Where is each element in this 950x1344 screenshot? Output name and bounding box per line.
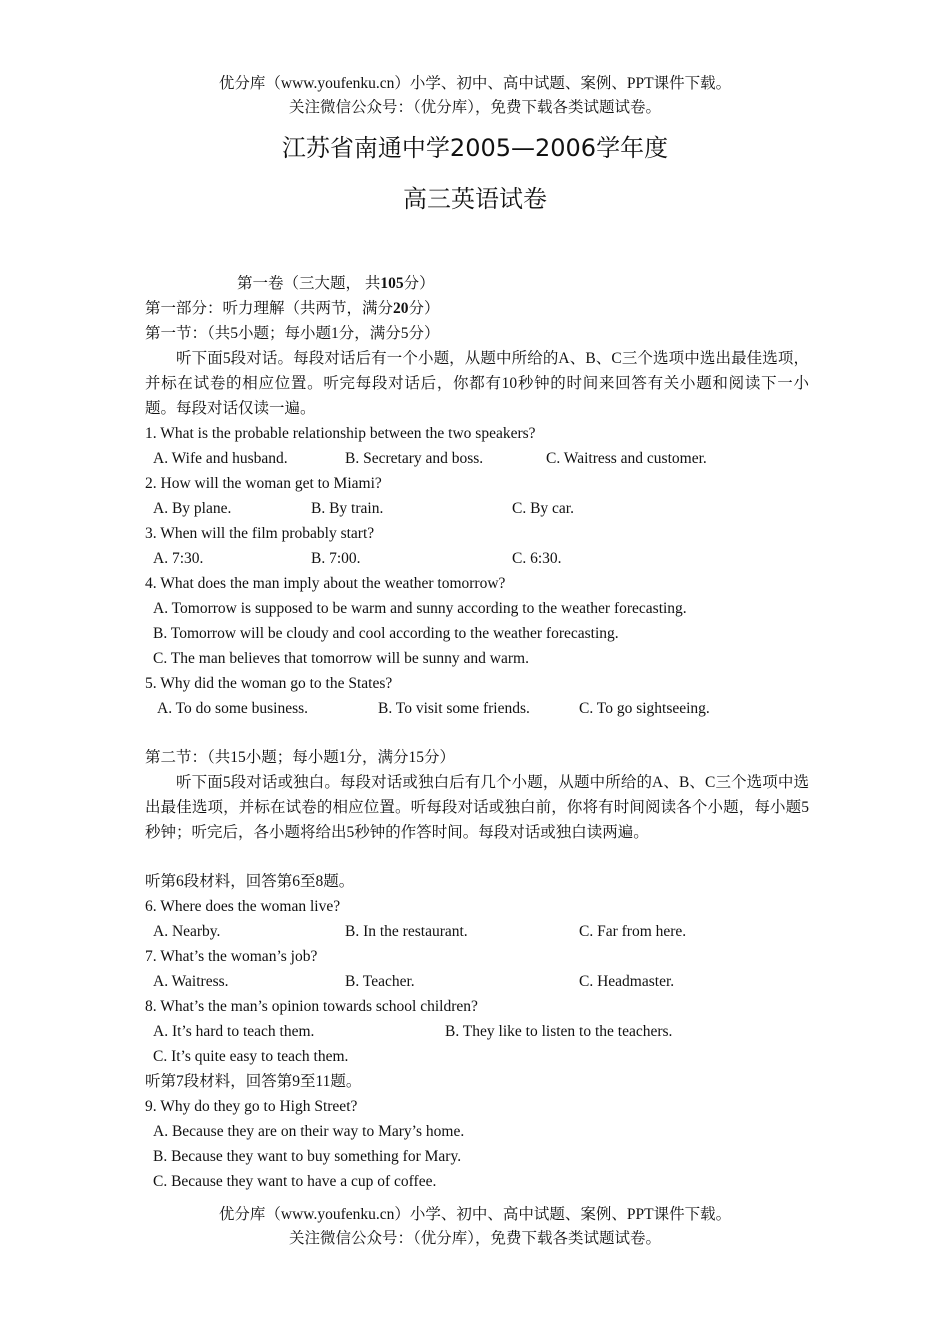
q1-option-b: B. Secretary and boss. [345,450,484,467]
material-7-note: 听第7段材料，回答第9至11题。 [145,1073,362,1090]
title-line-2: 高三英语试卷 [403,185,547,213]
q1-option-a: A. Wife and husband. [153,450,288,467]
section1-heading: 第一节：（共5小题；每小题1分，满分5分） [145,325,440,342]
q5-stem: 5. Why did the woman go to the States? [145,675,393,692]
q6-option-c: C. Far from here. [579,923,687,940]
q3-option-a: A. 7:30. [153,550,204,567]
volume-heading: 第一卷（三大题， 共105分） [237,275,435,292]
q1-option-c: C. Waitress and customer. [546,450,707,467]
q6-stem: 6. Where does the woman live? [145,898,341,915]
q4-option-a: A. Tomorrow is supposed to be warm and sunny according to the weather forecasting. [153,600,687,617]
q7-stem: 7. What’s the woman’s job? [145,948,318,965]
material-6-note: 听第6段材料，回答第6至8题。 [145,873,355,890]
header-line-2: 关注微信公众号：（优分库），免费下载各类试题试卷。 [288,99,661,116]
q8-option-a: A. It’s hard to teach them. [153,1023,315,1040]
q5-option-b: B. To visit some friends. [378,700,530,717]
q4-option-b: B. Tomorrow will be cloudy and cool according to the weather forecasting. [153,625,619,642]
q2-option-c: C. By car. [512,500,574,517]
section2-heading: 第二节：（共15小题；每小题1分，满分15分） [145,749,456,766]
q9-stem: 9. Why do they go to High Street? [145,1098,358,1115]
footer-line-1: 优分库（www.youfenku.cn）小学、初中、高中试题、案例、PPT课件下载。 [218,1206,732,1223]
q4-stem: 4. What does the man imply about the weather tomorrow? [145,575,506,592]
q8-stem: 8. What’s the man’s opinion towards school children? [145,998,478,1015]
q5-option-c: C. To go sightseeing. [579,700,710,717]
q9-option-b: B. Because they want to buy something for Mary. [153,1148,462,1165]
q5-option-a: A. To do some business. [157,700,309,717]
q7-option-a: A. Waitress. [153,973,229,990]
q8-option-c: C. It’s quite easy to teach them. [153,1048,349,1065]
q9-option-a: A. Because they are on their way to Mary’s home. [153,1123,465,1140]
section1-instructions: 听下面5段对话。每段对话后有一个小题，从题中所给的A、B、C三个选项中选出最佳选项，并标在试卷的相应位置。听完每段对话后，你都有10秒钟的时间来回答有关小题和阅读下一小题。每段对话仅读一遍。 [145,350,809,417]
q3-option-b: B. 7:00. [311,550,361,567]
part1-heading: 第一部分：听力理解（共两节，满分20分） [145,300,440,317]
header-line-1: 优分库（www.youfenku.cn）小学、初中、高中试题、案例、PPT课件下载。 [218,75,732,92]
footer-line-2: 关注微信公众号：（优分库），免费下载各类试题试卷。 [288,1230,661,1247]
q9-option-c: C. Because they want to have a cup of coffee. [153,1173,437,1190]
q2-stem: 2. How will the woman get to Miami? [145,475,382,492]
q6-option-a: A. Nearby. [153,923,221,940]
q4-option-c: C. The man believes that tomorrow will be sunny and warm. [153,650,529,667]
section2-instructions: 听下面5段对话或独白。每段对话或独白后有几个小题，从题中所给的A、B、C三个选项中选出最佳选项，并标在试卷的相应位置。听每段对话或独白前，你将有时间阅读各个小题，每小题5秒钟；听完后，各小题将给出5秒钟的作答时间。每段对话或独白读两遍。 [145,774,809,841]
q6-option-b: B. In the restaurant. [345,923,468,940]
q2-option-a: A. By plane. [153,500,232,517]
q3-stem: 3. When will the film probably start? [145,525,375,542]
title-line-1: 江苏省南通中学2005—2006学年度 [281,134,669,162]
q8-option-b: B. They like to listen to the teachers. [445,1023,673,1040]
q1-stem: 1. What is the probable relationship between the two speakers? [145,425,536,442]
q7-option-b: B. Teacher. [345,973,415,990]
q2-option-b: B. By train. [311,500,384,517]
q3-option-c: C. 6:30. [512,550,562,567]
q7-option-c: C. Headmaster. [579,973,675,990]
